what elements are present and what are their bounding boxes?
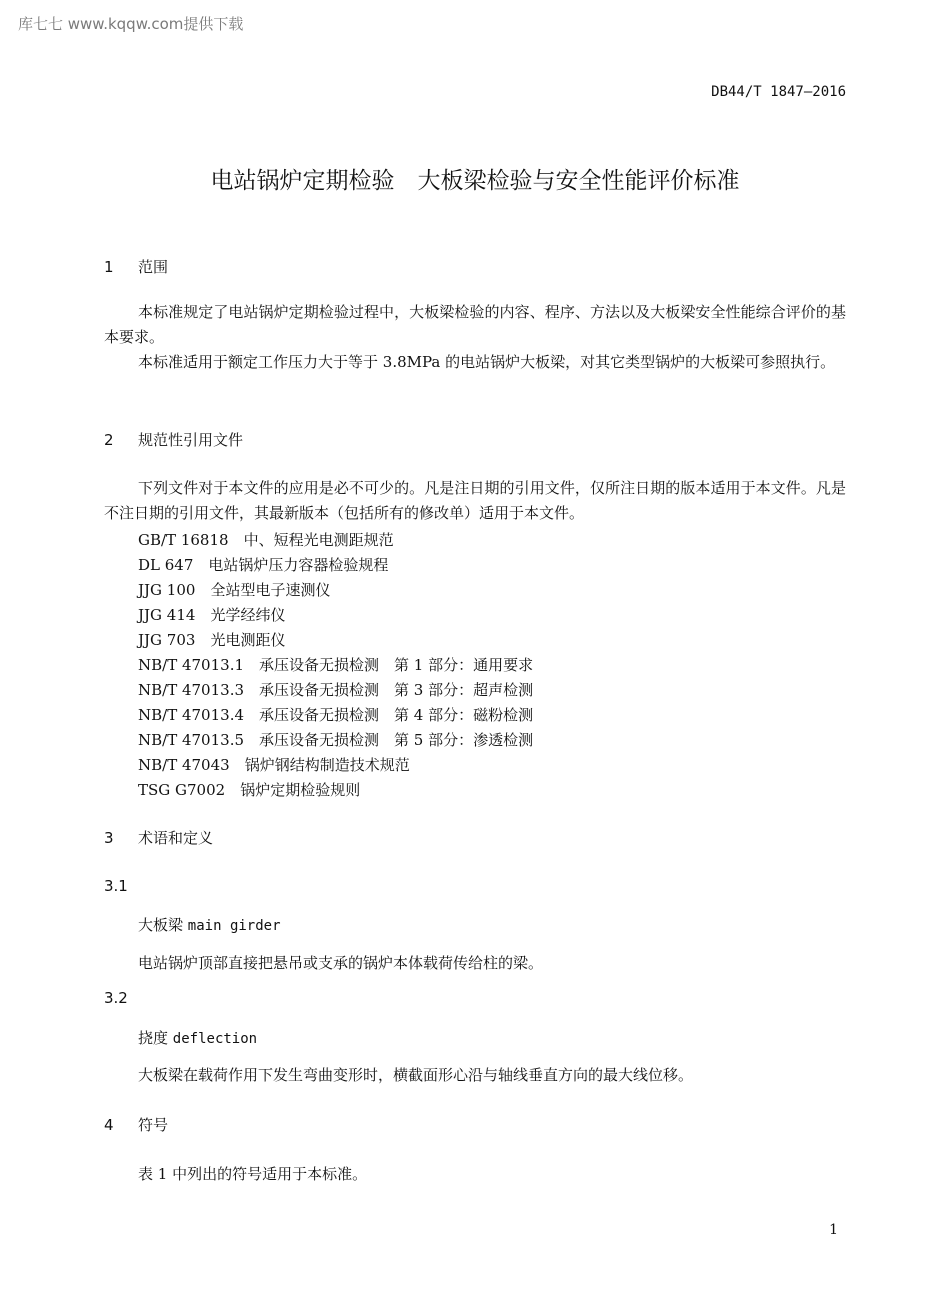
scope-paragraph-1: 本标准规定了电站锅炉定期检验过程中，大板梁检验的内容、程序、方法以及大板梁安全性能综合评价的基本要求。 — [104, 303, 846, 346]
reference-item — [138, 603, 533, 628]
reference-title: 光电测距仪 — [210, 631, 286, 649]
reference-item — [138, 553, 533, 578]
section-1-heading — [104, 256, 168, 277]
reference-code: NB/T 47043 — [138, 756, 230, 774]
document-number: DB44/T 1847—2016 — [711, 84, 846, 100]
reference-item — [138, 628, 533, 653]
reference-item — [138, 653, 533, 678]
term-3-2-name — [138, 1027, 257, 1048]
reference-title: 承压设备无损检测 第 5 部分：渗透检测 — [259, 731, 534, 749]
reference-code: JJG 100 — [138, 581, 196, 599]
page-title: 电站锅炉定期检验 大板梁检验与安全性能评价标准 — [210, 168, 740, 194]
section-number: 4 — [104, 1116, 114, 1134]
term-en: deflection — [172, 1031, 258, 1047]
reference-title: 电站锅炉压力容器检验规程 — [208, 556, 389, 574]
references-list — [138, 528, 533, 803]
scope-paragraph-2: 本标准适用于额定工作压力大于等于 3.8MPa 的电站锅炉大板梁，对其它类型锅炉的大板梁可参照执行。 — [138, 353, 836, 371]
reference-code: NB/T 47013.4 — [138, 706, 245, 724]
section-2-heading — [104, 429, 243, 450]
reference-title: 光学经纬仪 — [210, 606, 286, 624]
section-3-heading — [104, 827, 213, 848]
term-3-1-number: 3.1 — [104, 877, 128, 895]
section-title: 范围 — [138, 258, 169, 276]
reference-code: JJG 703 — [138, 631, 196, 649]
reference-title: 承压设备无损检测 第 4 部分：磁粉检测 — [259, 706, 534, 724]
term-zh: 挠度 — [138, 1029, 169, 1047]
term-3-2-number: 3.2 — [104, 989, 128, 1007]
reference-title: 锅炉定期检验规则 — [240, 781, 361, 799]
symbols-paragraph: 表 1 中列出的符号适用于本标准。 — [138, 1165, 368, 1183]
reference-title: 全站型电子速测仪 — [210, 581, 331, 599]
section-title: 符号 — [138, 1116, 169, 1134]
section-title: 规范性引用文件 — [138, 431, 244, 449]
reference-code: GB/T 16818 — [138, 531, 229, 549]
reference-item — [138, 678, 533, 703]
reference-item — [138, 578, 533, 603]
reference-item — [138, 703, 533, 728]
section-4-heading — [104, 1114, 168, 1135]
reference-title: 锅炉钢结构制造技术规范 — [244, 756, 410, 774]
reference-item — [138, 753, 533, 778]
reference-code: NB/T 47013.1 — [138, 656, 245, 674]
section-title: 术语和定义 — [138, 829, 214, 847]
page-number: 1 — [829, 1222, 838, 1238]
reference-title: 承压设备无损检测 第 1 部分：通用要求 — [259, 656, 534, 674]
term-3-1-name — [138, 914, 281, 935]
term-3-1-definition: 电站锅炉顶部直接把悬吊或支承的锅炉本体载荷传给柱的梁。 — [138, 954, 544, 972]
reference-item — [138, 528, 533, 553]
reference-item — [138, 728, 533, 753]
term-3-2-definition: 大板梁在载荷作用下发生弯曲变形时，横截面形心沿与轴线垂直方向的最大线位移。 — [138, 1066, 694, 1084]
watermark: 库七七 www.kqqw.com提供下载 — [18, 15, 244, 33]
reference-code: NB/T 47013.5 — [138, 731, 245, 749]
reference-item — [138, 778, 533, 803]
reference-code: JJG 414 — [138, 606, 196, 624]
section-number: 1 — [104, 258, 114, 276]
reference-code: TSG G7002 — [138, 781, 226, 799]
reference-title: 承压设备无损检测 第 3 部分：超声检测 — [259, 681, 534, 699]
reference-title: 中、短程光电测距规范 — [243, 531, 394, 549]
term-zh: 大板梁 — [138, 916, 184, 934]
references-intro-paragraph: 下列文件对于本文件的应用是必不可少的。凡是注日期的引用文件，仅所注日期的版本适用于本文件。凡是不注日期的引用文件，其最新版本（包括所有的修改单）适用于本文件。 — [104, 479, 846, 522]
section-number: 2 — [104, 431, 114, 449]
reference-code: NB/T 47013.3 — [138, 681, 245, 699]
reference-code: DL 647 — [138, 556, 194, 574]
term-en: main girder — [187, 918, 281, 934]
section-number: 3 — [104, 829, 114, 847]
